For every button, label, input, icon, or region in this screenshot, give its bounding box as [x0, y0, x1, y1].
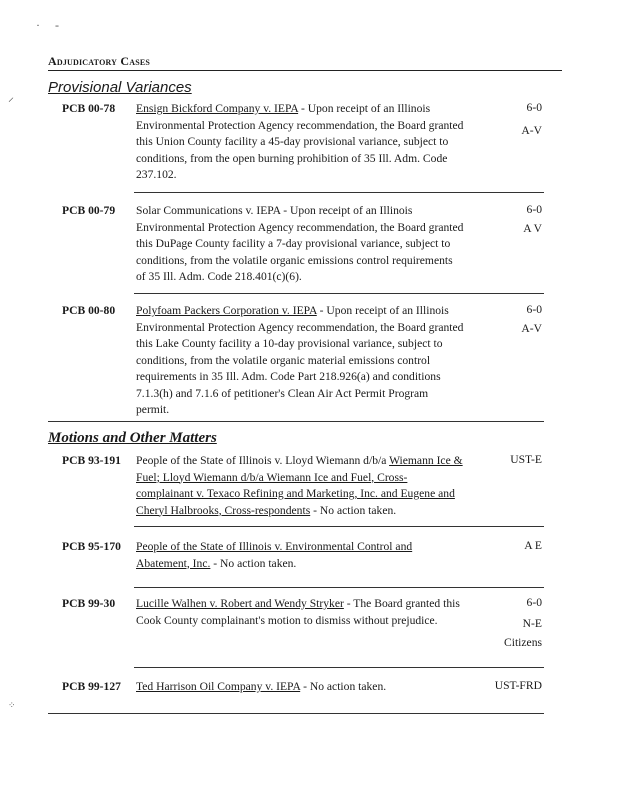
case-tag: A E: [524, 539, 542, 552]
scan-mark-top: · -: [36, 18, 59, 32]
case-divider: [134, 192, 544, 193]
case-vote: 6-0: [526, 303, 542, 316]
case-divider: [134, 587, 544, 588]
case-number: PCB 93-191: [62, 454, 121, 467]
case-tag: UST-E: [510, 453, 542, 466]
case-plain-text: People of the State of Illinois v. Lloyd Wiemann d/b/a: [136, 454, 390, 467]
case-description: - No action taken.: [310, 503, 397, 517]
case-tag: N-E: [522, 617, 542, 630]
case-vote: 6-0: [526, 101, 542, 114]
case-number: PCB 00-80: [62, 304, 116, 317]
case-title-link[interactable]: Ensign Bickford Company v. IEPA: [136, 102, 299, 115]
case-number: PCB 99-127: [62, 680, 121, 693]
case-number: PCB 00-79: [62, 204, 116, 217]
case-title-link[interactable]: Wiemann Ice & Fuel; Lloyd Wiemann d/b/a Wiemann Ice and Fuel, Cross-complainant v. Texaco Refining and Marketing, Inc. and Eugene and Cheryl Halbrooks, Cross-respondents: [136, 454, 463, 517]
case-description: - Upon receipt of an Illinois Environmental Protection Agency recommendation, the Board granted this Union County facility a 45-day provisional variance, subject to conditions, from the open burning prohibition of 35 Ill. Adm. Code 237.102.: [136, 102, 464, 181]
case-tag: UST-FRD: [494, 679, 542, 692]
case-tag: A V: [523, 222, 542, 235]
section-title-provisional: Provisional Variances: [48, 79, 192, 96]
case-tag: A-V: [521, 124, 542, 137]
header-rule: [48, 70, 562, 71]
case-text: [136, 101, 464, 184]
case-tag-secondary: Citizens: [504, 636, 542, 649]
case-description: - Upon receipt of an Illinois Environmental Protection Agency recommendation, the Board granted this Lake County facility a 10-day provisional variance, subject to conditions, from the volatile organic material emissions control requirements in 35 Ill. Adm. Code Part 218.926(a) and conditions 7.1.3(h) and 7.1.6 of petitioner's Clean Air Act Permit Program permit.: [136, 304, 464, 416]
case-divider: [134, 526, 544, 527]
case-text: [136, 596, 464, 629]
case-divider: [134, 293, 544, 294]
case-text: [136, 453, 464, 519]
case-text: [136, 203, 464, 286]
case-description: - No action taken.: [210, 556, 297, 570]
case-title-link[interactable]: Polyfoam Packers Corporation v. IEPA: [136, 304, 317, 317]
case-description: Solar Communications v. IEPA - Upon receipt of an Illinois Environmental Protection Agency recommendation, the Board granted this DuPage County facility a 7-day provisional variance, subject to conditions, from the volatile organic emissions control requirements of 35 Ill. Adm. Code 218.401(c)(6).: [136, 204, 464, 283]
scan-mark-left: ⸝: [8, 90, 15, 104]
case-vote: 6-0: [526, 596, 542, 609]
case-title-link[interactable]: Lucille Walhen v. Robert and Wendy Stryker: [136, 597, 344, 610]
case-text: [136, 303, 464, 419]
case-number: PCB 99-30: [62, 597, 116, 610]
case-tag: A-V: [521, 322, 542, 335]
case-number: PCB 95-170: [62, 540, 121, 553]
case-divider: [134, 667, 544, 668]
case-text: [136, 539, 464, 572]
case-vote: 6-0: [526, 203, 542, 216]
section-title-motions: Motions and Other Matters: [48, 430, 217, 446]
case-title-link[interactable]: People of the State of Illinois v. Environmental Control and Abatement, Inc.: [136, 540, 413, 570]
scan-mark-bottom: ⁘: [8, 700, 16, 710]
case-description: - The Board granted this Cook County complainant's motion to dismiss without prejudice.: [136, 597, 460, 627]
case-number: PCB 00-78: [62, 102, 116, 115]
section-divider: [48, 421, 544, 422]
case-text: [136, 679, 464, 696]
case-title-link[interactable]: Ted Harrison Oil Company v. IEPA: [136, 680, 301, 693]
case-description: - No action taken.: [300, 680, 387, 693]
page-end-rule: [48, 713, 544, 714]
running-head: Adjudicatory Cases: [48, 54, 151, 68]
